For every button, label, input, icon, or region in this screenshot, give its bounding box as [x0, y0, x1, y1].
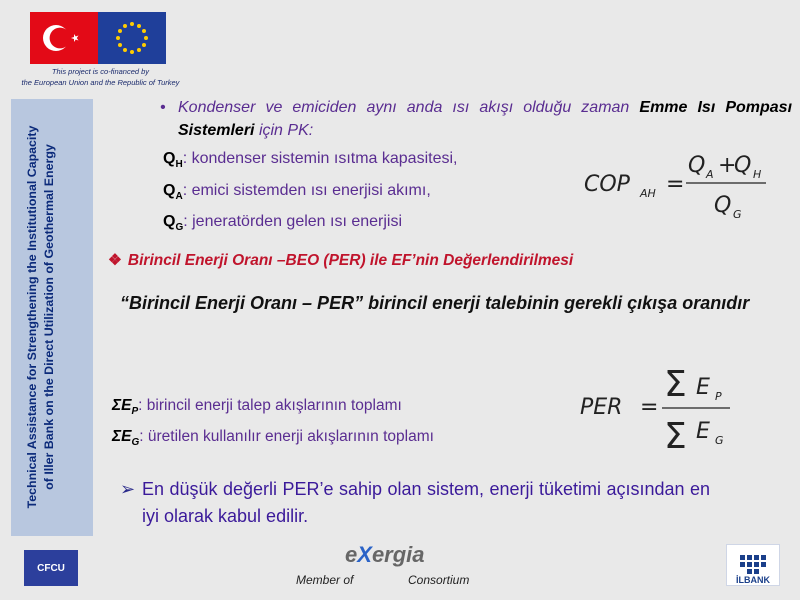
consortium-label: Consortium: [408, 573, 470, 587]
arrow-bullet-icon: ➢: [120, 479, 136, 499]
sum-eg-text: : üretilen kullanılır enerji akışlarının toplamı: [139, 428, 434, 445]
cop-q2: Q: [734, 153, 752, 178]
bullet-text-part2: için PK:: [258, 122, 314, 139]
per-formula: [578, 360, 748, 455]
qh-definition: [163, 150, 457, 170]
cfcu-logo-text: CFCU: [37, 562, 65, 574]
qa-symbol: $Q_A$: [163, 182, 183, 203]
per-definition-rest: birincil enerji talebinin gerekli çıkışa oranıdır: [363, 293, 750, 313]
sidebar-title: [0, 99, 82, 536]
qg-text: : jeneratörden gelen ısı enerjisi: [183, 213, 403, 230]
bullet-dot-icon: •: [160, 99, 166, 116]
per-equals: =: [640, 395, 659, 420]
cop-den-s: G: [733, 208, 742, 221]
sum-ep-definition: [112, 397, 402, 417]
bullet-text-part1: Kondenser ve emiciden aynı anda ısı akışı olduğu zaman: [178, 99, 630, 116]
sponsor-note: [8, 66, 193, 88]
cop-q1: Q: [688, 153, 706, 178]
cop-den-q: Q: [714, 193, 732, 218]
ilbank-grid-icon: [738, 553, 768, 575]
sum-ep-text: : birincil enerji talep akışlarının toplamı: [138, 397, 402, 414]
partner-flags: [30, 12, 166, 64]
cop-plus: +: [718, 153, 737, 178]
cop-formula: [582, 150, 782, 230]
per-num-sigma: Σ: [664, 364, 687, 405]
turkey-flag-icon: [30, 12, 98, 64]
qa-definition: [163, 182, 431, 202]
qg-symbol: $Q_G$: [163, 213, 184, 234]
sum-eg-definition: [112, 428, 434, 448]
per-num-e: E: [696, 375, 710, 400]
sum-eg-symbol: $\Sigma E_G$: [112, 428, 140, 449]
sum-ep-symbol: $\Sigma E_P$: [112, 397, 139, 418]
heading-text: Birincil Enerji Oranı –BEO (PER) ile EF’nin Değerlendirilmesi: [127, 252, 574, 269]
cop-s2: H: [753, 168, 762, 181]
cop-lhs: COP: [584, 172, 630, 197]
qh-symbol: $Q_H$: [163, 150, 183, 171]
per-den-e: E: [696, 419, 710, 444]
cop-s1: A: [706, 168, 714, 181]
qg-definition: [163, 213, 402, 233]
final-statement: [120, 476, 710, 530]
per-lhs: PER: [580, 395, 623, 420]
per-den-sigma: Σ: [664, 416, 687, 455]
bullet-text: [178, 96, 792, 142]
bullet-text-strong: Emme Isı Pompası Sistemleri: [178, 99, 793, 139]
cop-lhs-sub: AH: [640, 187, 656, 200]
sponsor-line-1: This project is co-financed by: [51, 67, 150, 76]
per-definition-quote: “Birincil Enerji Oranı – PER”: [120, 293, 364, 313]
bullet-absorption-heat-pump: [160, 96, 792, 142]
qh-text: : kondenser sistemin ısıtma kapasitesi,: [182, 150, 458, 167]
diamond-bullet-icon: ❖: [108, 252, 122, 269]
ilbank-logo: [726, 544, 780, 586]
cop-equals: =: [666, 172, 685, 197]
per-definition: [120, 290, 792, 316]
per-num-sub: P: [715, 390, 722, 403]
member-of-label: Member of: [296, 573, 354, 587]
qa-text: : emici sistemden ısı enerjisi akımı,: [182, 182, 431, 199]
exergia-logo: eXergia: [345, 542, 425, 567]
sidebar-line-1: Technical Assistance for Strengthening the Institutional Capacity: [25, 125, 39, 509]
sidebar-line-2: of Iller Bank on the Direct Utilization of Geothermal Energy: [42, 144, 56, 490]
cfcu-logo: [24, 550, 78, 586]
sponsor-line-2: the European Union and the Republic of Turkey: [21, 78, 180, 87]
per-den-sub: G: [715, 434, 724, 447]
section-heading: [108, 251, 573, 270]
final-text: En düşük değerli PER’e sahip olan sistem, enerji tüketimi açısından en iyi olarak kabul edilir.: [142, 479, 710, 526]
eu-flag-icon: [98, 12, 166, 64]
ilbank-logo-text: İLBANK: [736, 575, 770, 585]
